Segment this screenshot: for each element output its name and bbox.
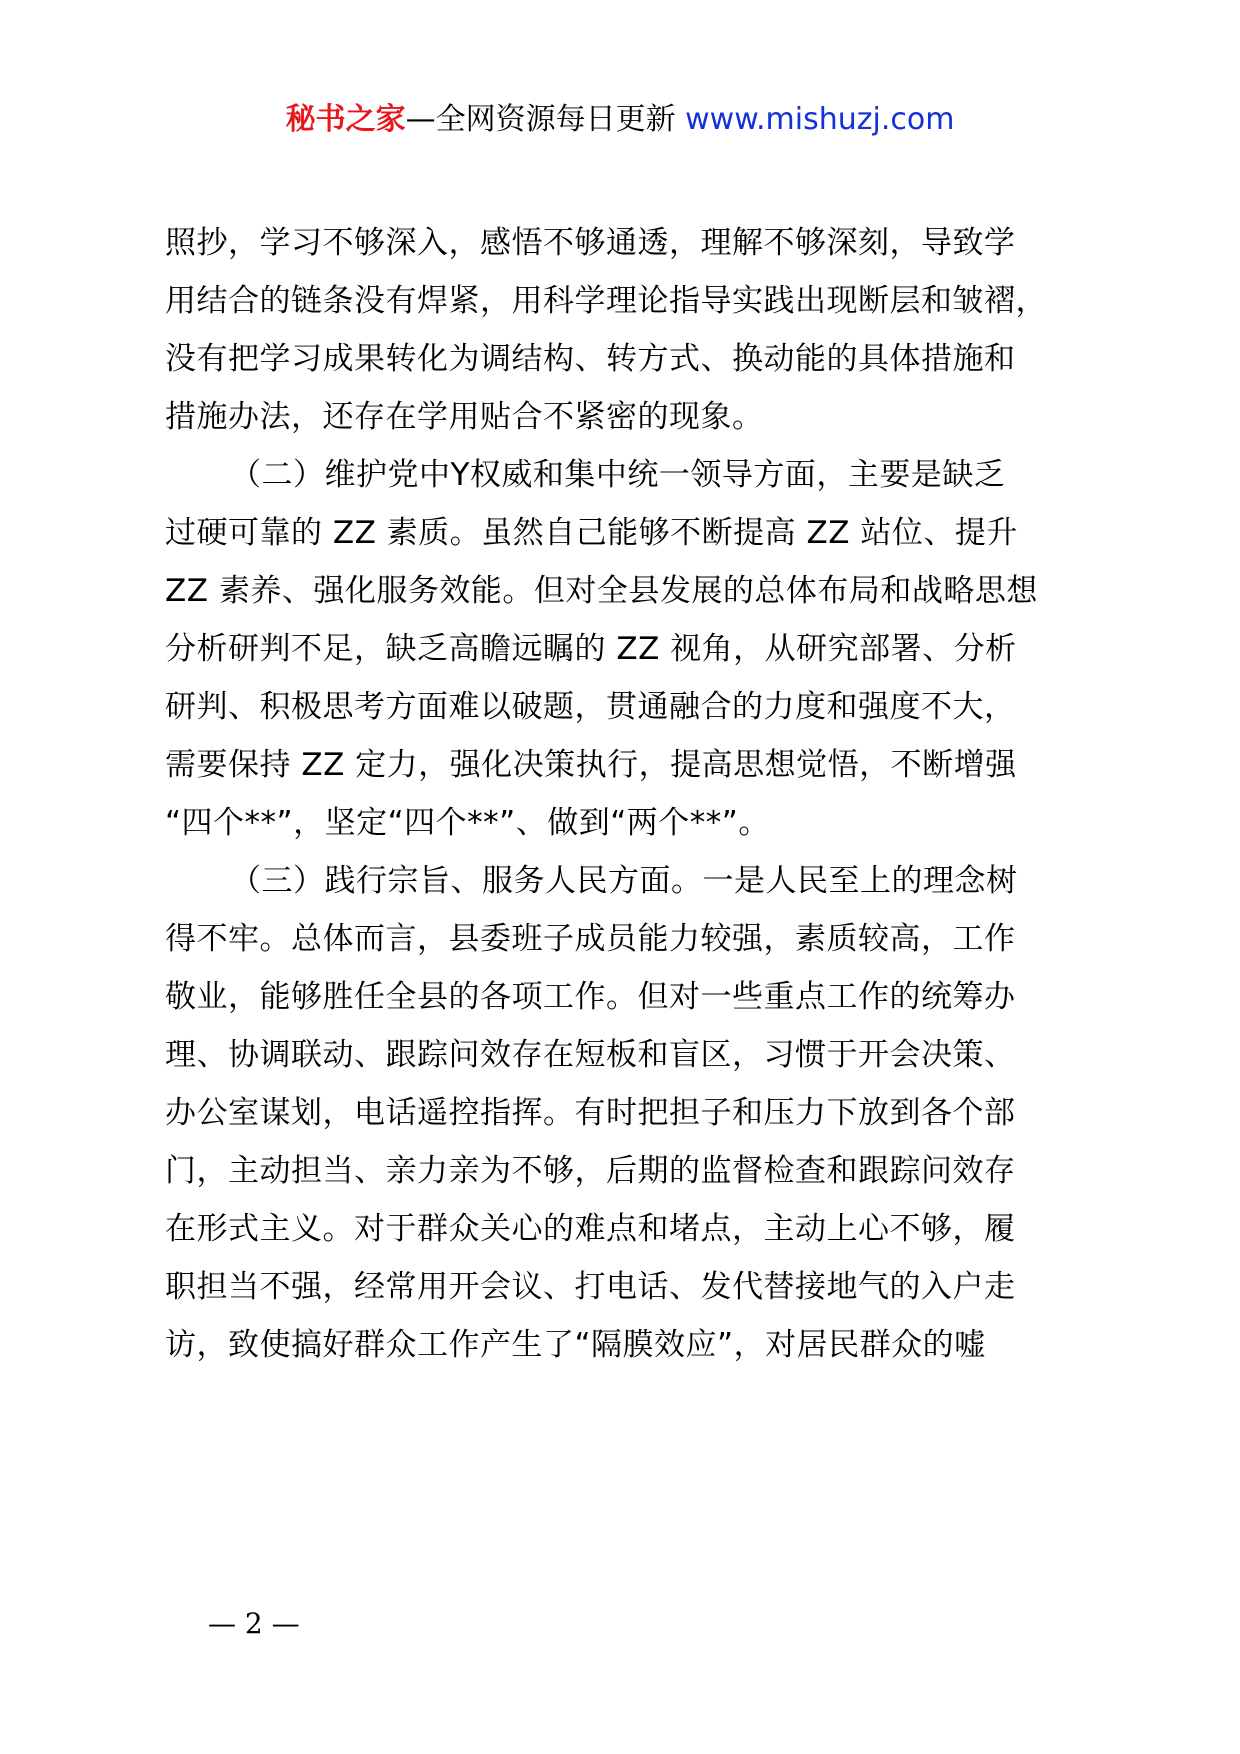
body-line: 敬业，能够胜任全县的各项工作。但对一些重点工作的统筹办 (165, 979, 1016, 1015)
site-url-link[interactable]: www.mishuzj.com (685, 102, 955, 137)
site-slogan: —全网资源每日更新 (405, 102, 676, 137)
body-line: ZZ 素养、强化服务效能。但对全县发展的总体布局和战略思想 (165, 573, 1038, 609)
body-line: 用结合的链条没有焊紧，用科学理论指导实践出现断层和皱褶， (165, 283, 1047, 319)
section-heading-line: （二）维护党中Y权威和集中统一领导方面，主要是缺乏 (230, 457, 1006, 493)
body-line: 在形式主义。对于群众关心的难点和堵点，主动上心不够，履 (165, 1211, 1016, 1247)
body-line: 分析研判不足，缺乏高瞻远瞩的 ZZ 视角，从研究部署、分析 (165, 631, 1017, 667)
body-line: 得不牢。总体而言，县委班子成员能力较强，素质较高，工作 (165, 921, 1016, 957)
body-line: 没有把学习成果转化为调结构、转方式、换动能的具体措施和 (165, 341, 1016, 377)
body-line: 措施办法，还存在学用贴合不紧密的现象。 (165, 399, 764, 435)
body-line: 门，主动担当、亲力亲为不够，后期的监督检查和跟踪问效存 (165, 1153, 1016, 1189)
body-line: 访，致使搞好群众工作产生了“隔膜效应”，对居民群众的嘘 (165, 1327, 986, 1363)
body-line: 办公室谋划，电话遥控指挥。有时把担子和压力下放到各个部 (165, 1095, 1016, 1131)
body-line: 职担当不强，经常用开会议、打电话、发代替接地气的入户走 (165, 1269, 1016, 1305)
body-line: 理、协调联动、跟踪问效存在短板和盲区，习惯于开会决策、 (165, 1037, 1016, 1073)
body-line: 需要保持 ZZ 定力，强化决策执行，提高思想觉悟，不断增强 (165, 747, 1017, 783)
site-brand: 秘书之家 (285, 102, 406, 137)
body-line: 研判、积极思考方面难以破题，贯通融合的力度和强度不大， (165, 689, 1016, 725)
body-line: 照抄，学习不够深入，感悟不够通透，理解不够深刻，导致学 (165, 225, 1016, 261)
body-line: 过硬可靠的 ZZ 素质。虽然自己能够不断提高 ZZ 站位、提升 (165, 515, 1018, 551)
page-number: — 2 — (208, 1607, 300, 1640)
section-heading-line: （三）践行宗旨、服务人民方面。一是人民至上的理念树 (230, 863, 1018, 899)
body-line: “四个**”，坚定“四个**”、做到“两个**”。 (165, 805, 770, 841)
